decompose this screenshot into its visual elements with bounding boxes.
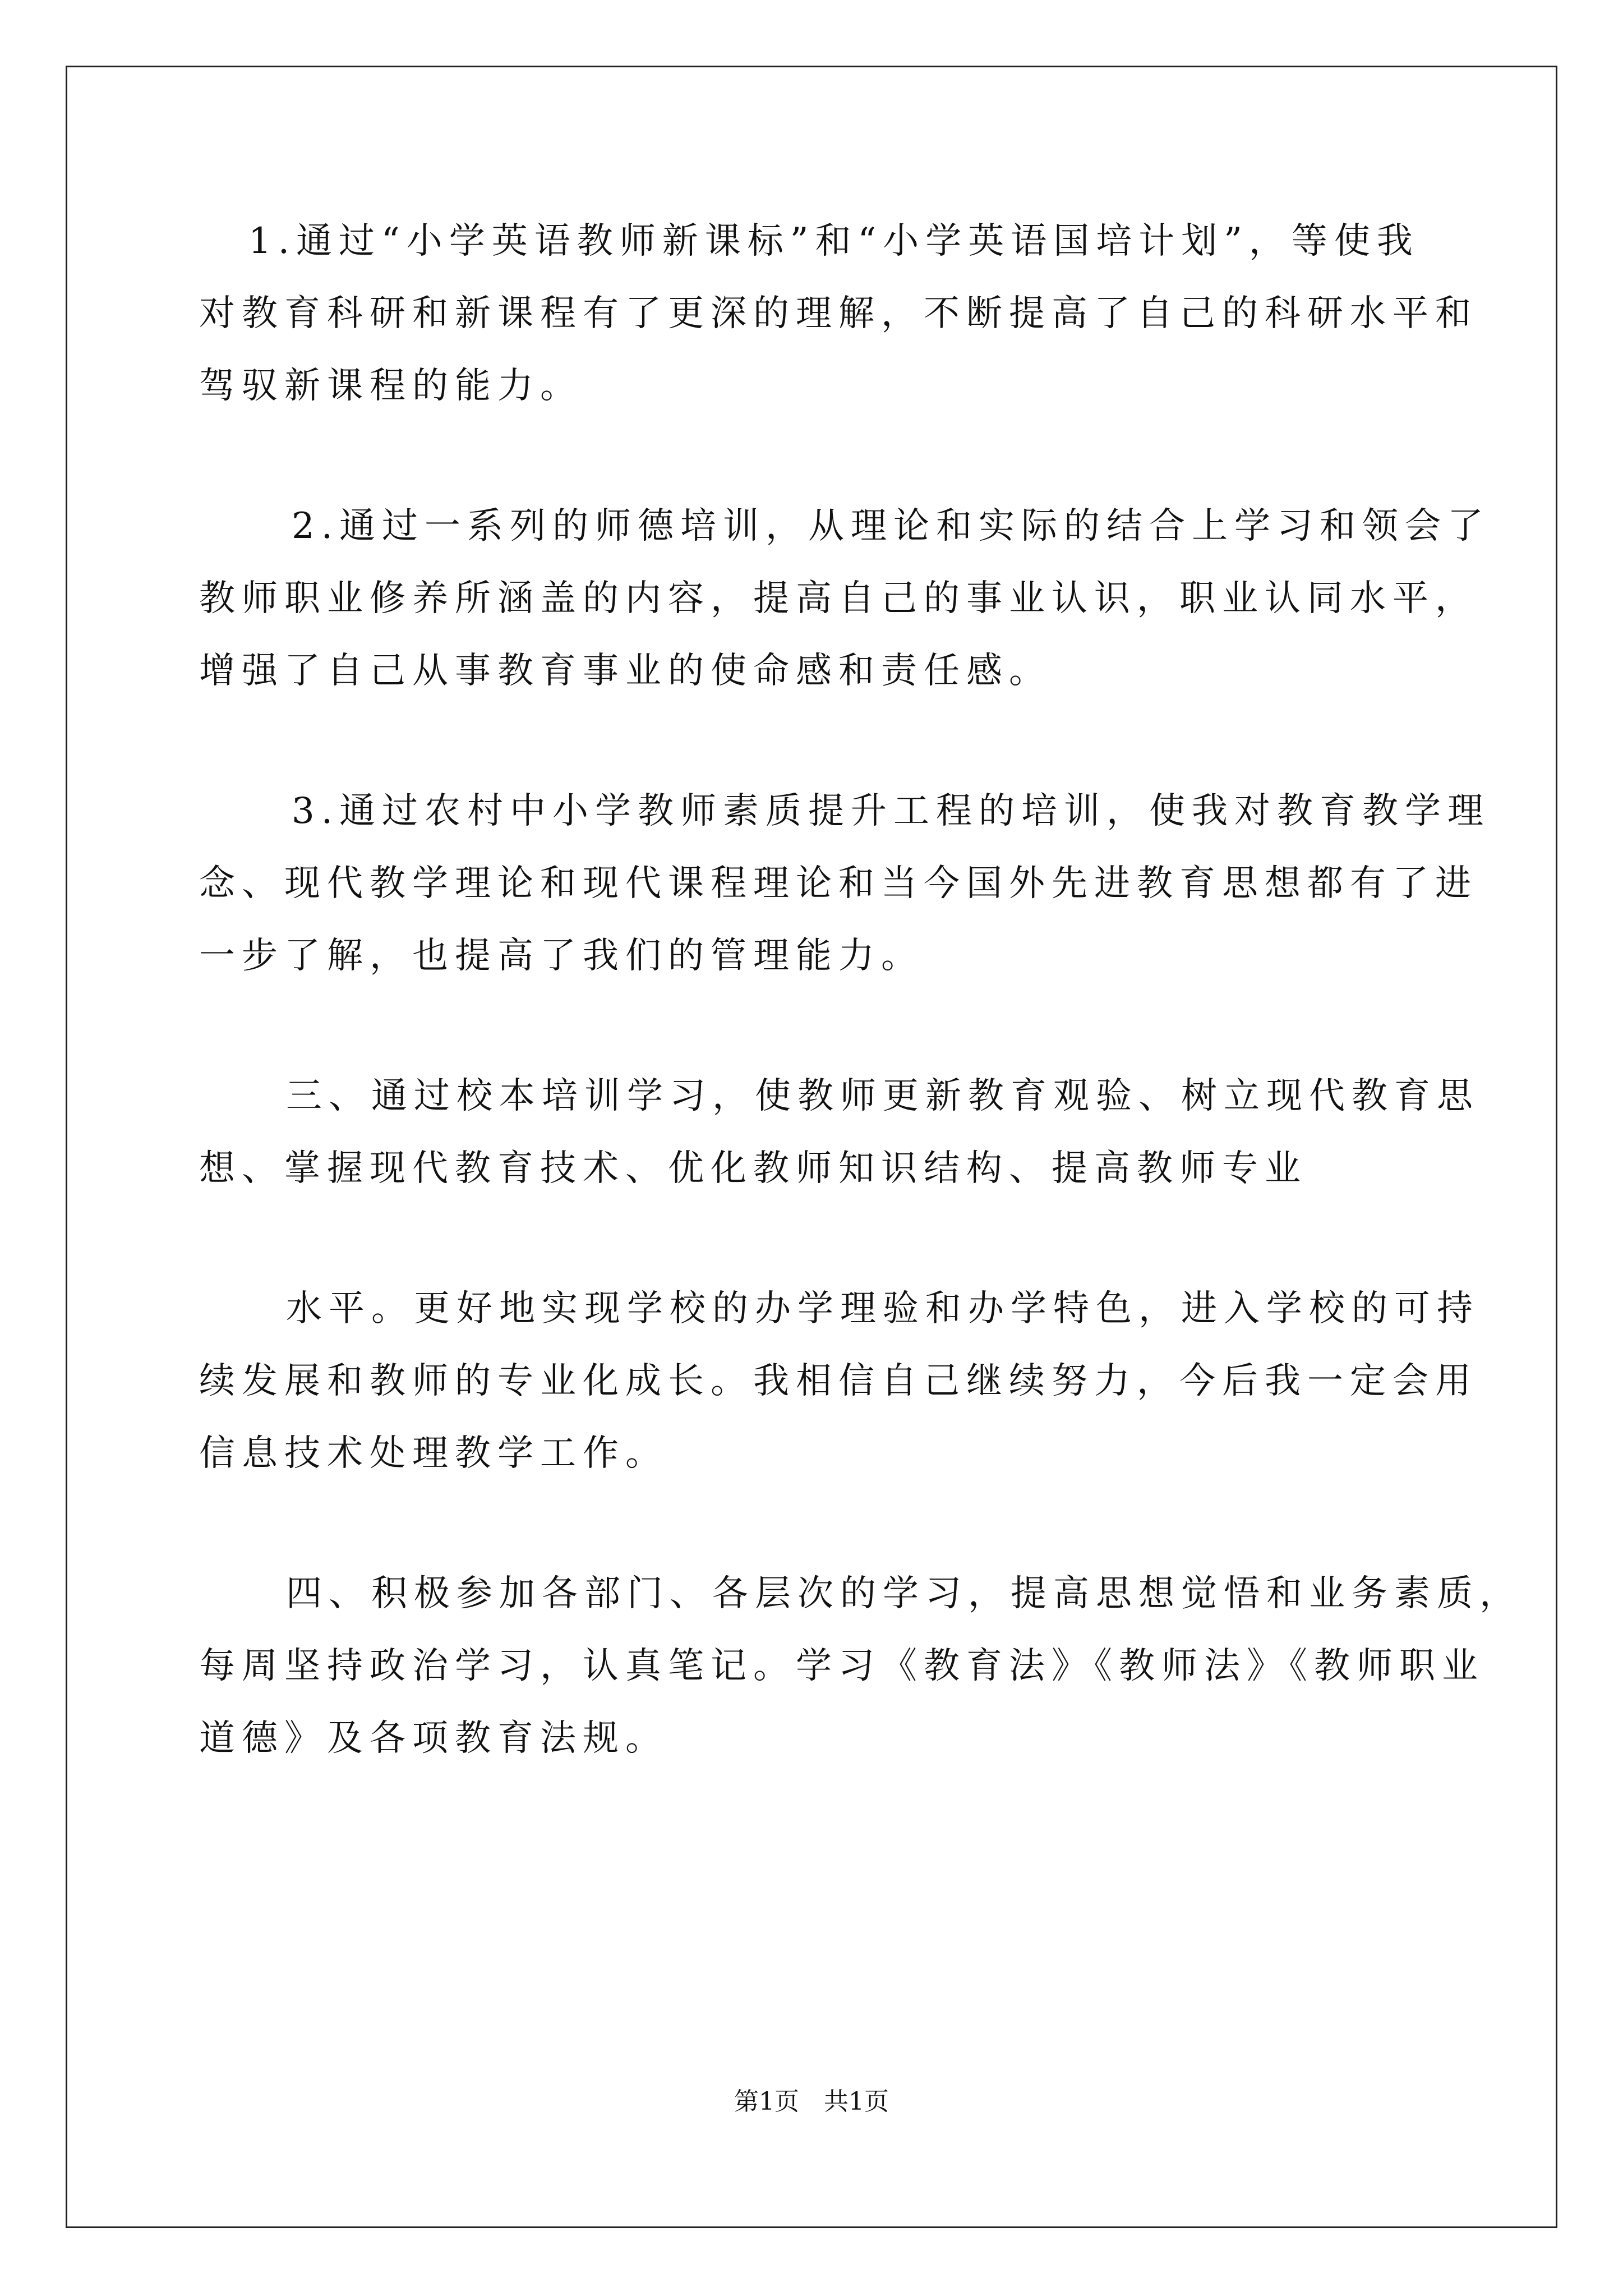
paragraph-3-line-2: 念、现代教学理论和现代课程理论和当今国外先进教育思想都有了进 (199, 863, 1478, 904)
document-body (199, 220, 1522, 1793)
paragraph-spacing (199, 1508, 1433, 1576)
paragraph-spacing (199, 1010, 1433, 1078)
paragraph-2-line-2: 教师职业修养所涵盖的内容，提高自己的事业认识，职业认同水平， (199, 578, 1478, 619)
paragraph-6-line-3: 道德》及各项教育法规。 (199, 1718, 668, 1759)
paragraph-2-line-3: 增强了自己从事教育事业的使命感和责任感。 (199, 650, 1052, 692)
paragraph-6 (199, 1573, 1522, 1793)
paragraph-1-line-1: 1.通过“小学英语教师新课标”和“小学英语国培计划”，等使我 (248, 220, 1419, 262)
paragraph-1-line-3: 驾驭新课程的能力。 (199, 365, 583, 407)
paragraph-3-line-1: 3.通过农村中小学教师素质提升工程的培训，使我对教育教学理 (292, 790, 1491, 832)
paragraph-3-line-3: 一步了解，也提高了我们的管理能力。 (199, 935, 924, 977)
paragraph-spacing (199, 440, 1433, 508)
paragraph-4 (199, 1075, 1479, 1223)
paragraph-5-line-1: 水平。更好地实现学校的办学理验和办学特色，进入学校的可持 (286, 1288, 1479, 1329)
paragraph-5-line-3: 信息技术处理教学工作。 (199, 1433, 668, 1474)
paragraph-4-line-1: 三、通过校本培训学习，使教师更新教育观验、树立现代教育思 (286, 1075, 1479, 1117)
paragraph-3 (199, 790, 1491, 1010)
paragraph-4-line-2: 想、掌握现代教育技术、优化教师知识结构、提高教师专业 (199, 1148, 1307, 1189)
paragraph-1 (199, 220, 1478, 440)
page-number-footer: 第1页 共1页 (734, 2087, 889, 2116)
paragraph-2-line-1: 2.通过一系列的师德培训，从理论和实际的结合上学习和领会了 (292, 505, 1491, 547)
paragraph-2 (199, 505, 1491, 725)
paragraph-5 (199, 1288, 1479, 1508)
paragraph-5-line-2: 续发展和教师的专业化成长。我相信自己继续努力，今后我一定会用 (199, 1360, 1478, 1402)
paragraph-1-line-2: 对教育科研和新课程有了更深的理解，不断提高了自己的科研水平和 (199, 293, 1478, 334)
paragraph-6-line-2: 每周坚持政治学习，认真笔记。学习《教育法》《教师法》《教师职业 (199, 1645, 1484, 1687)
paragraph-6-line-1: 四、积极参加各部门、各层次的学习，提高思想觉悟和业务素质， (286, 1573, 1522, 1614)
paragraph-spacing (199, 725, 1433, 793)
paragraph-spacing (199, 1223, 1433, 1291)
